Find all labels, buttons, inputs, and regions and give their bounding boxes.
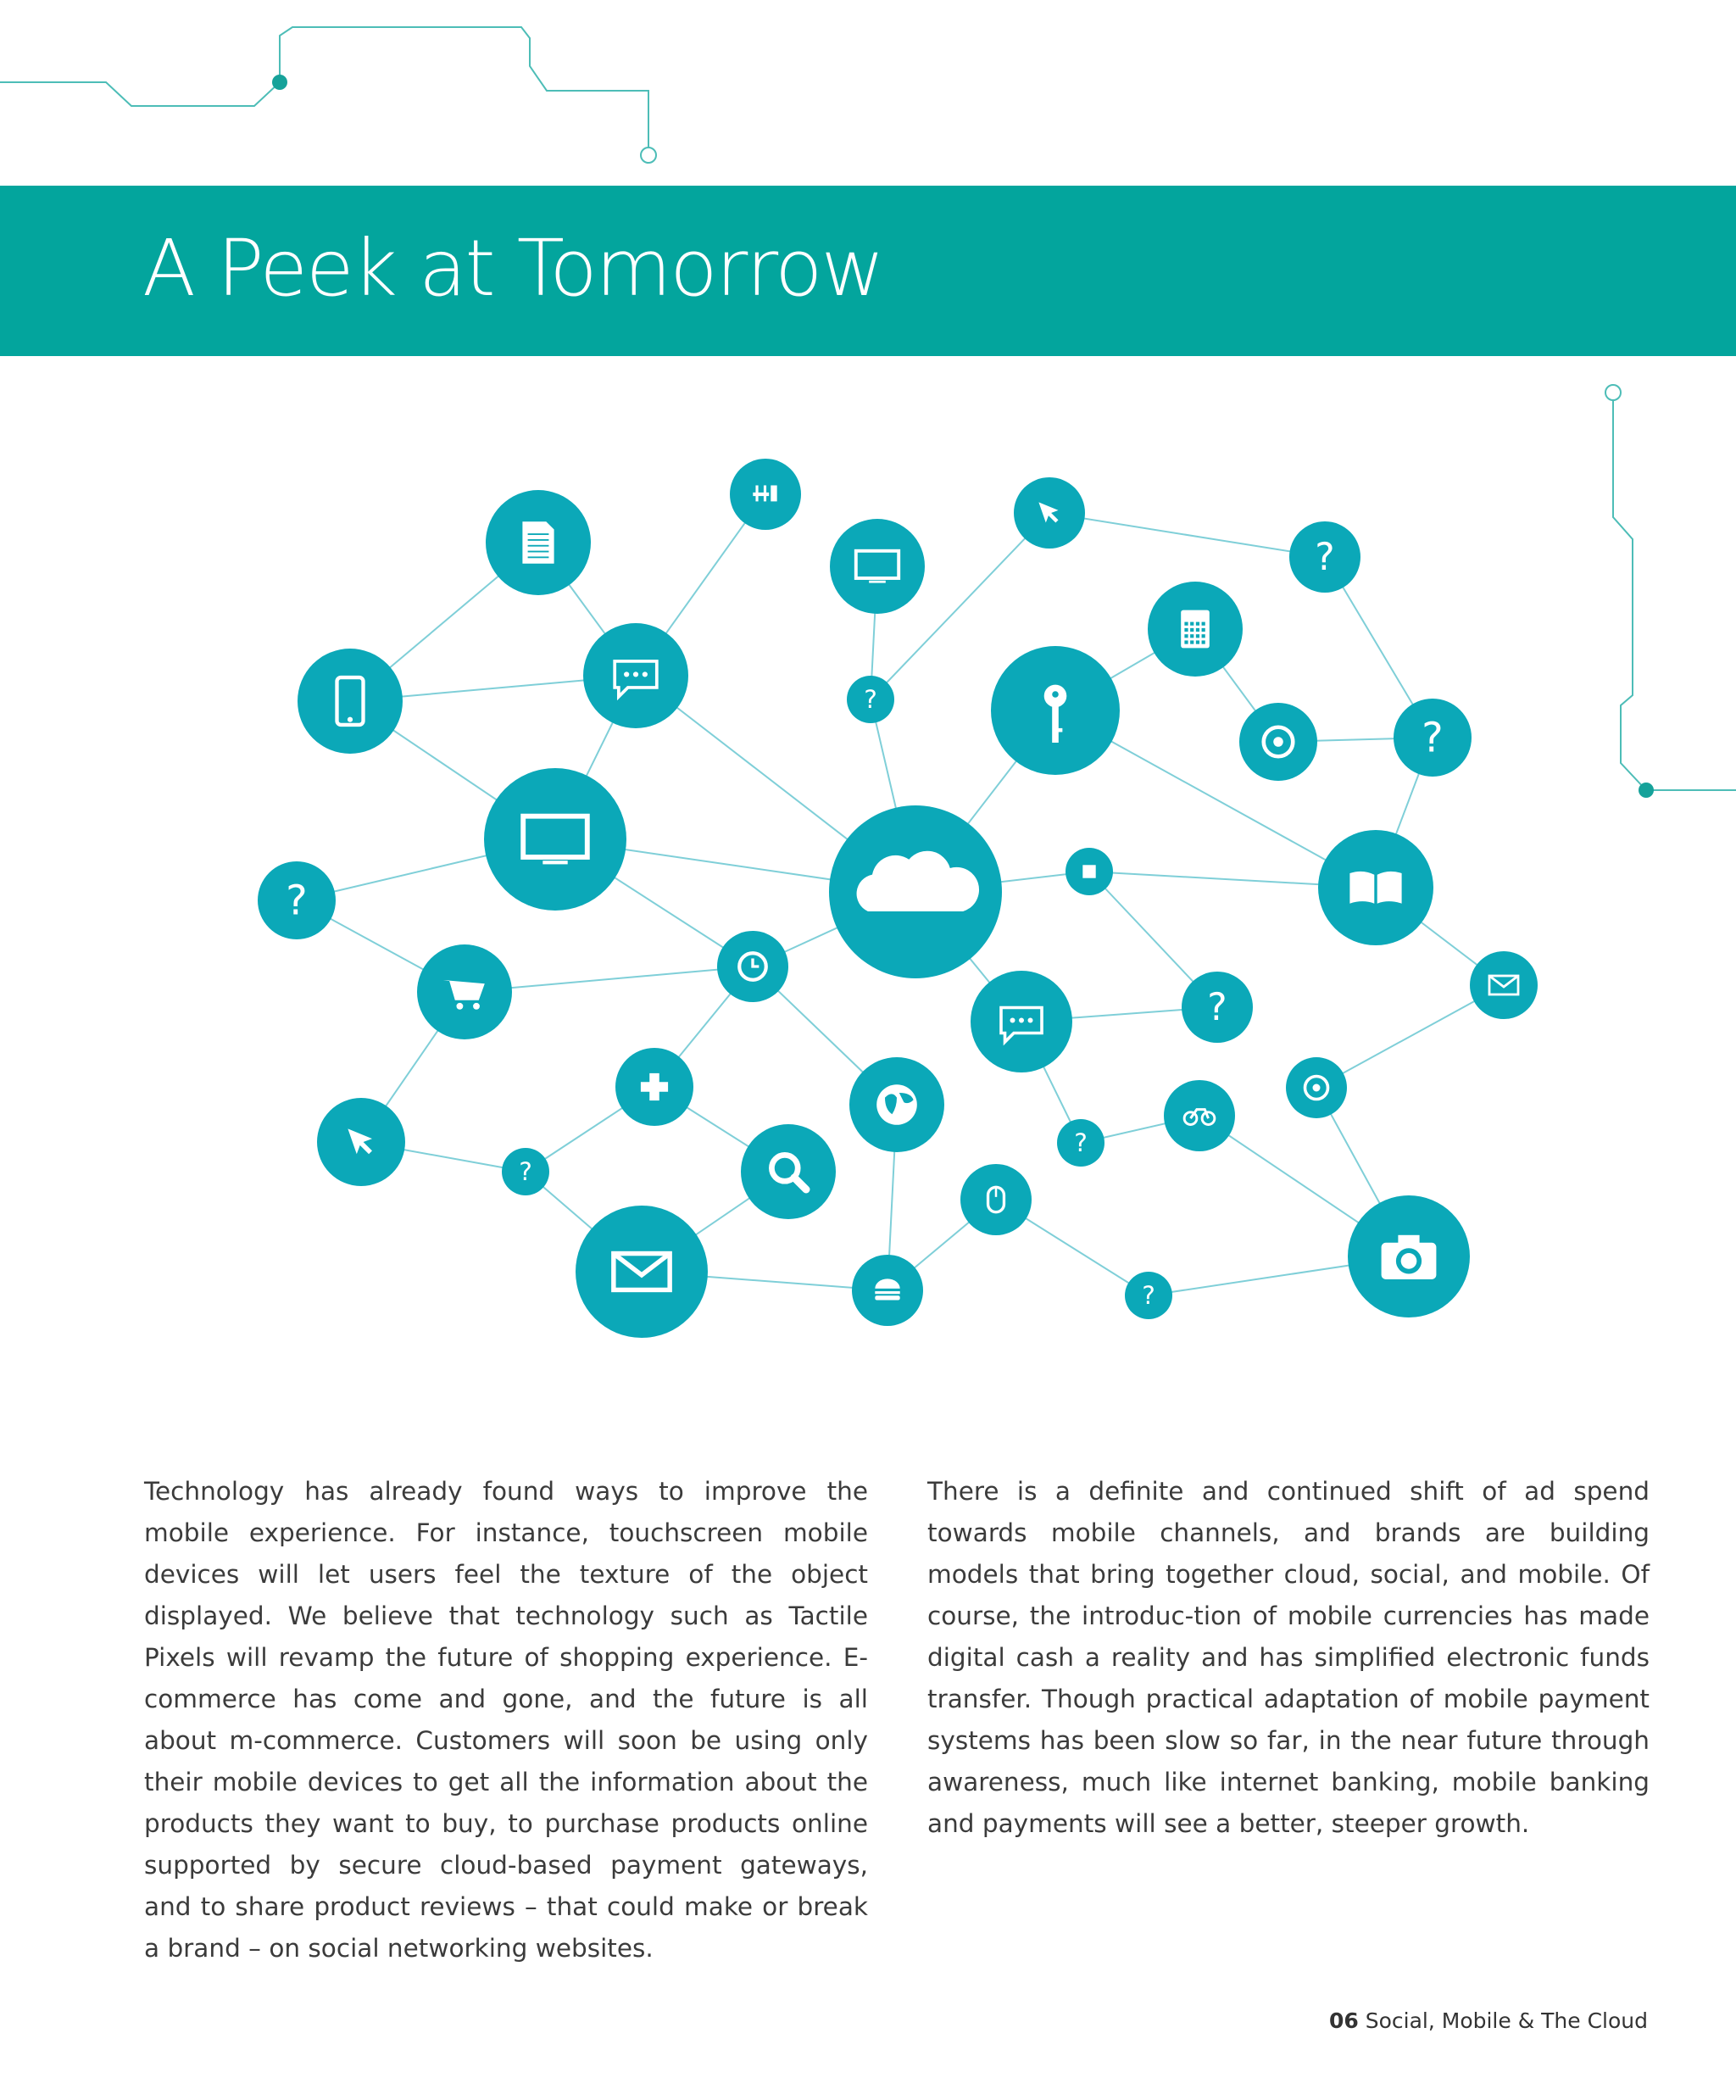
network-illustration <box>0 424 1736 1356</box>
page-number: 06 <box>1328 2008 1359 2033</box>
right-column-text: There is a definite and continued shift of ad spend towards mobile channels, and brands are building models that bring together cloud, social, and mobile. Of course, the introduc-tion of mobile currencies has made digital cash a reality and has simplified electronic funds transfer. Though practical adaptation of mobile payment systems has been slow so far, in the near future through awareness, much like internet banking, mobile banking and payments will see a better, steeper growth. <box>927 1477 1650 1838</box>
section-title: Social, Mobile & The Cloud <box>1365 2008 1648 2033</box>
globe-icon <box>849 1057 944 1152</box>
question-mark-label: ? <box>1315 536 1335 580</box>
target-icon <box>1239 703 1317 781</box>
medical-cross-icon <box>615 1048 693 1126</box>
cloud-icon <box>829 805 1002 978</box>
question-icon <box>1125 1272 1172 1319</box>
pointer-icon <box>317 1098 405 1186</box>
document-icon <box>486 490 591 595</box>
calculator-icon <box>1148 582 1243 677</box>
question-mark-label: ? <box>1207 986 1227 1030</box>
title-band <box>0 186 1736 356</box>
question-icon <box>502 1148 549 1195</box>
page-footer <box>1329 2008 1648 2033</box>
key-icon <box>991 646 1120 775</box>
question-icon <box>847 676 894 723</box>
network-link <box>1049 513 1325 557</box>
left-column-text: Technology has already found ways to improve the mobile experience. For instance, touchscreen mobile devices will let users feel the texture of the object displayed. We believe that technology such as Tactile Pixels will revamp the future of shopping experience. E-commerce has come and gone, and the future is all about m-commerce. Customers will soon be using only their mobile devices to get all the information about the products they want to buy, to purchase products online supported by secure cloud-based payment gateways, and to share product reviews – that could make or break a brand – on social networking websites. <box>144 1477 868 1963</box>
cursor-icon <box>1014 477 1085 549</box>
book-icon <box>1318 830 1433 945</box>
question-mark-label: ? <box>1142 1281 1155 1311</box>
question-mark-label: ? <box>864 685 877 715</box>
question-icon <box>1057 1119 1104 1167</box>
question-icon <box>258 861 336 939</box>
question-mark-label: ? <box>1422 714 1444 762</box>
camera-icon <box>1348 1195 1470 1317</box>
shopping-cart-icon <box>417 944 512 1039</box>
desktop-icon <box>484 768 626 911</box>
question-icon <box>1182 972 1253 1043</box>
question-icon <box>1394 699 1472 777</box>
mail-icon <box>1470 951 1538 1019</box>
question-mark-label: ? <box>286 877 308 925</box>
question-mark-label: ? <box>519 1157 532 1187</box>
envelope-icon <box>576 1206 708 1338</box>
clock-icon <box>717 931 788 1002</box>
plug-icon <box>730 459 801 530</box>
search-icon <box>741 1124 836 1219</box>
bicycle-icon <box>1164 1080 1235 1151</box>
chip-icon <box>1066 848 1113 895</box>
page-title: A Peek at Tomorrow <box>142 223 883 314</box>
chat-bubble-icon <box>583 623 688 728</box>
question-mark-label: ? <box>1074 1128 1088 1158</box>
monitor-icon <box>830 519 925 614</box>
smartphone-icon <box>298 649 403 754</box>
brain-chat-icon <box>971 971 1072 1072</box>
target-icon <box>1286 1057 1347 1118</box>
question-icon <box>1289 521 1360 593</box>
burger-icon <box>852 1255 923 1326</box>
mouse-icon <box>960 1164 1032 1235</box>
